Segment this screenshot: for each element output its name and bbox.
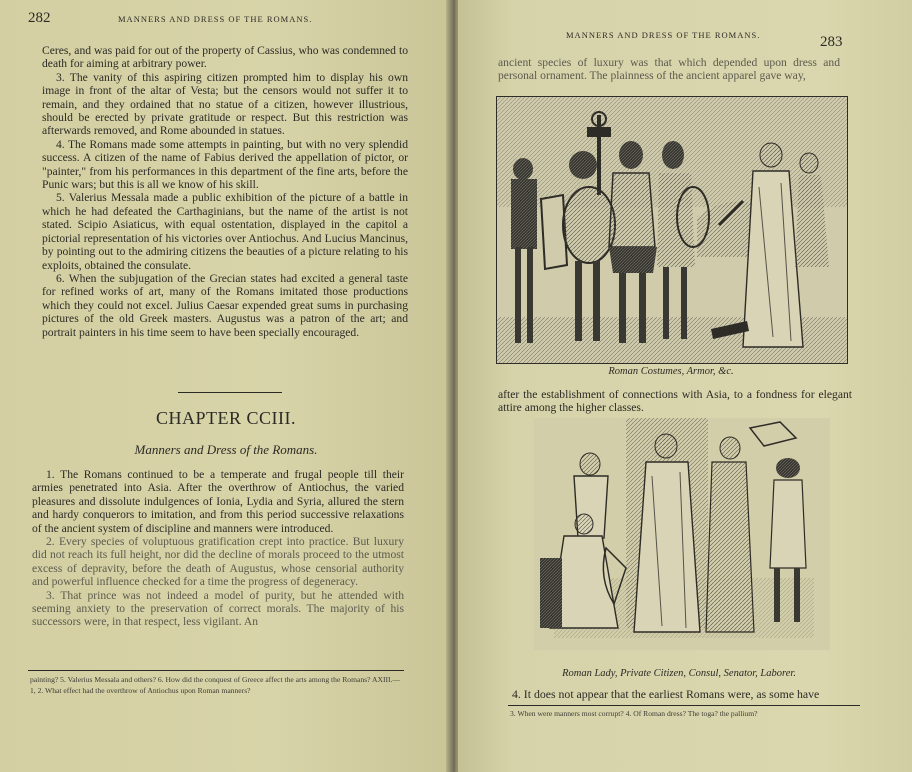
paragraph: 5. Valerius Messala made a public exhibition of the picture of a battle in which he had defeated the Carthaginians, but the name of the artist is not stated. Scipio Asiaticus, with equal ostentation, displayed in the capitol a pictorial representation of his victories over Antiochus. And Lucius Mancinus, by pointing out to the admiring citizens the beauties of a picture relating to his exploits, obtained the consulate. [42,191,408,272]
section-divider [178,392,282,393]
right-bottom-text: 4. It does not appear that the earliest Romans were, as some have [512,687,820,701]
roman-citizens-illustration [534,418,830,650]
right-running-header: MANNERS AND DRESS OF THE ROMANS. [566,30,761,40]
right-page-number: 283 [820,34,843,50]
paragraph: 1. The Romans continued to be a temperate and frugal people till their armies penetrated into Asia. After the overthrow of Antiochus, the varied pleasures and dissolute indulgences of Ionia, Lydia and Syria, allured the stern and hardy conquerors to imitation, and from this period successive relaxations of the ancient system of discipline and manners were introduced. [32,468,404,535]
paragraph: 6. When the subjugation of the Grecian states had excited a general taste for refined works of art, many of the Romans imitated those productions which they could not excel. Julius Caesar expended great sums in purchasing pictures of the old Greek masters. Augustus was a patron of the art; and portrait painters in his time seem to have been specially encouraged. [42,271,408,339]
paragraph: Ceres, and was paid for out of the property of Cassius, who was condemned to death for aiming at arbitrary power. [42,44,408,71]
engraving-roman-citizens [534,418,830,650]
left-footnote: painting? 5. Valerius Messala and others? 6. How did the conquest of Greece affect the arts among the Romans? AXIII.—1, 2. What effect had the overthrow of Antiochus upon Roman manners? [30,675,401,695]
right-footnote-rule [508,705,860,706]
right-page [458,0,912,772]
left-running-header: MANNERS AND DRESS OF THE ROMANS. [118,14,313,24]
right-middle-text: after the establishment of connections with Asia, to a fondness for elegant attire among the higher classes. [498,388,852,415]
left-text-chapter [32,468,404,629]
caption-roman-citizens: Roman Lady, Private Citizen, Consul, Senator, Laborer. [562,668,796,679]
chapter-title: CHAPTER CCIII. [155,408,296,428]
paragraph: 3. The vanity of this aspiring citizen prompted him to display his own image in front of the altar of Vesta; but the censors would not suffer it to remain, and they ordained that no statue of a citizen, however illustrious, should be erected by private gratitude or respect. But this restriction was afterwards removed, and Rome abounded in statues. [42,70,408,138]
paragraph: 3. That prince was not indeed a model of purity, but he attended with seeming anxiety to the preservation of correct morals. The majority of his successors were, in that respect, less vigilant. An [32,588,404,629]
paragraph: 2. Every species of voluptuous gratification crept into practice. But luxury did not reach its full height, nor did the decline of morals proceed to the utmost excess of depravity, before the death of Augustus, whose censorial authority and powerful influence checked for a time the progress of degeneracy. [32,535,404,589]
roman-soldiers-illustration [497,97,847,363]
engraving-roman-costumes [496,96,848,364]
left-text-upper [42,44,408,339]
chapter-subtitle: Manners and Dress of the Romans. [134,442,318,457]
paragraph: 4. The Romans made some attempts in painting, but with no very splendid success. A citizen of the name of Fabius derived the appellation of pictor, or "painter," from his performances in this department of the fine arts, before the Punic wars; but this is all we know of his skill. [42,137,408,192]
left-page [0,0,452,772]
left-page-number: 282 [28,10,51,26]
footnote-rule [28,670,404,671]
right-footnote: 3. When were manners most corrupt? 4. Of Roman dress? The toga? the pallium? [510,709,758,718]
right-top-text: ancient species of luxury was that which depended upon dress and personal ornament. The plainness of the ancient apparel gave way, [498,56,840,83]
caption-roman-costumes: Roman Costumes, Armor, &c. [608,366,734,377]
